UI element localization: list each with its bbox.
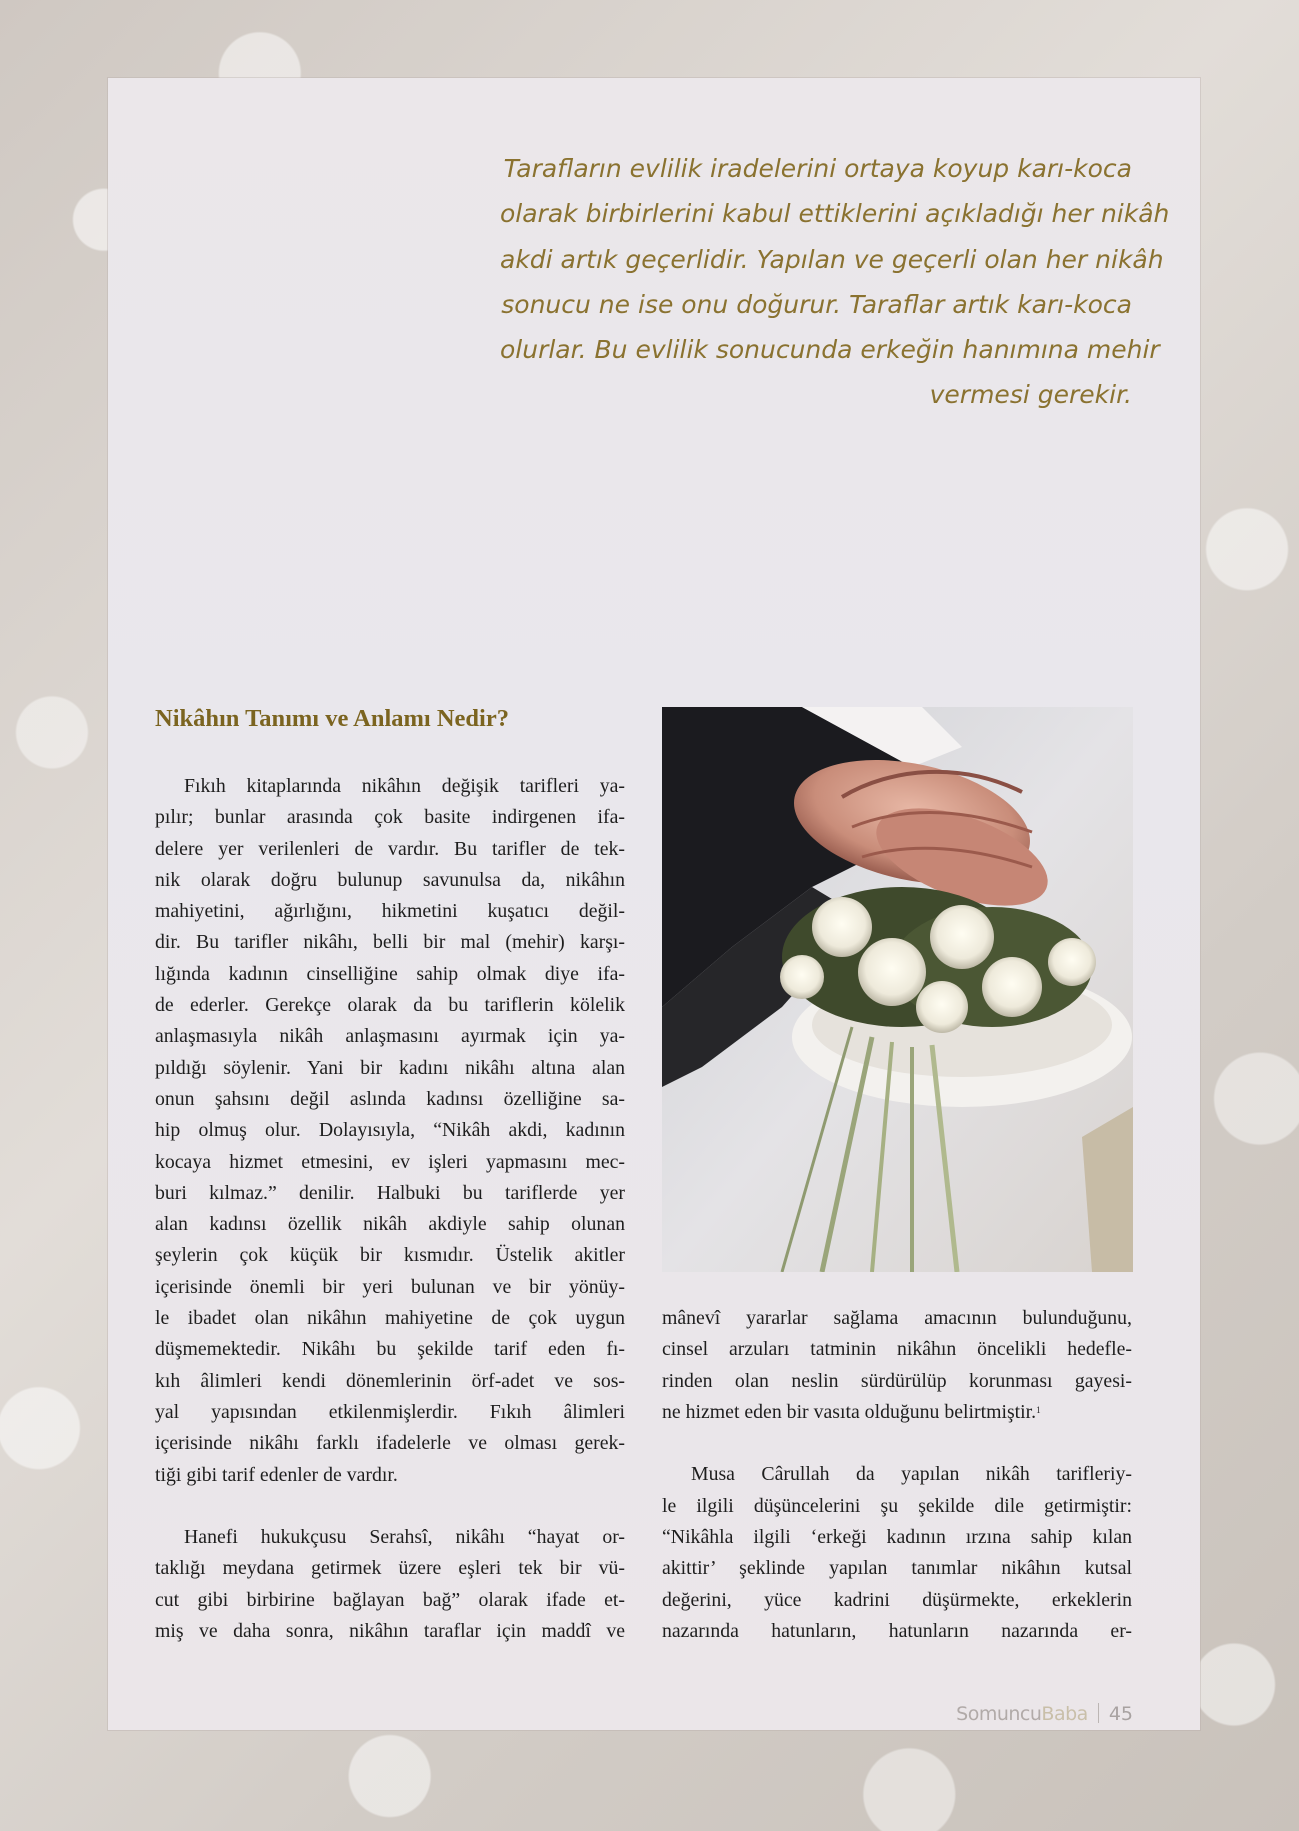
brand-name-part2: Baba bbox=[1041, 1703, 1088, 1725]
quote-line: Tarafların evlilik iradelerini ortaya koyup karı-koca bbox=[503, 154, 1132, 183]
text-line: cut gibi birbirine bağlayan bağ” olarak ifade et- bbox=[155, 1588, 625, 1611]
left-column bbox=[155, 771, 625, 1647]
text-line-content: ne hizmet eden bir vasıta olduğunu belirtmiştir. bbox=[662, 1400, 1037, 1423]
photo-illustration bbox=[662, 707, 1133, 1272]
text-line: Hanefi hukukçusu Serahsî, nikâhı “hayat or- bbox=[184, 1526, 625, 1549]
text-line: anlaşmasıyla nikâh anlaşmasını ayırmak için ya- bbox=[155, 1025, 625, 1048]
text-line: değerini, yüce kadrini düşürmekte, erkeklerin bbox=[662, 1588, 1132, 1611]
text-line: de ederler. Gerekçe olarak da bu tariflerin kölelik bbox=[155, 994, 625, 1017]
text-line: şeylerin çok küçük bir kısmıdır. Üstelik akitler bbox=[155, 1244, 625, 1267]
text-line: Fıkıh kitaplarında nikâhın değişik tarifleri ya- bbox=[184, 775, 625, 797]
paragraph-gap bbox=[155, 1491, 625, 1522]
text-line: onun şahsını değil aslında kadınsı özelliğine sa- bbox=[155, 1087, 625, 1110]
text-line: le ilgili düşüncelerini şu şekilde dile getirmiştir: bbox=[662, 1494, 1132, 1517]
text-line: cinsel arzuları tatminin nikâhın öncelikli hedefle- bbox=[662, 1338, 1132, 1361]
text-line: içerisinde önemli bir yeri bulunan ve bir yönüy- bbox=[155, 1275, 625, 1298]
hands-bouquet-photo bbox=[662, 707, 1133, 1272]
pull-quote bbox=[500, 146, 1170, 418]
text-line: nik olarak doğru bulunup savunulsa da, nikâhın bbox=[155, 868, 625, 891]
quote-line: vermesi gerekir. bbox=[929, 380, 1132, 410]
text-line: buri kılmaz.” denilir. Halbuki bu tariflerde yer bbox=[155, 1181, 625, 1204]
text-line: düşmemektedir. Nikâhı bu şekilde tarif eden fı- bbox=[155, 1338, 625, 1361]
text-line: pıldığı söylenir. Yani bir kadını nikâhı altına alan bbox=[155, 1056, 625, 1079]
quote-line: sonucu ne ise onu doğurur. Taraflar artık karı-koca bbox=[501, 289, 1132, 319]
text-line: tiği gibi tarif edenler de vardır. bbox=[155, 1463, 398, 1486]
text-line: mânevî yararlar sağlama amacının bulunduğunu, bbox=[662, 1307, 1132, 1329]
text-line: nazarında hatunların, hatunların nazarında er- bbox=[662, 1619, 1132, 1642]
text-line: dir. Bu tarifler nikâhı, belli bir mal (mehir) karşı- bbox=[155, 931, 625, 954]
page-footer bbox=[956, 1703, 1133, 1725]
text-line: delere yer verilenleri de vardır. Bu tarifler de tek- bbox=[155, 837, 625, 860]
text-line: mahiyetini, ağırlığını, hikmetini kuşatıcı değil- bbox=[155, 900, 625, 923]
text-line: taklığı meydana getirmek üzere eşleri tek bir vü- bbox=[155, 1557, 625, 1580]
text-line: lığında kadının cinselliğine sahip olmak diye ifa- bbox=[155, 962, 625, 985]
text-line: miş ve daha sonra, nikâhın taraflar için maddî ve bbox=[155, 1620, 625, 1643]
quote-line: olarak birbirlerini kabul ettiklerini açıkladığı her nikâh bbox=[500, 199, 1170, 229]
text-line: pılır; bunlar arasında çok basite indirgenen ifa- bbox=[155, 806, 625, 829]
text-line: hip olmuş olur. Dolayısıyla, “Nikâh akdi, kadının bbox=[155, 1119, 625, 1142]
quote-line: olurlar. Bu evlilik sonucunda erkeğin hanımına mehir bbox=[500, 335, 1160, 365]
text-line: yal yapısından etkilenmişlerdir. Fıkıh âlimleri bbox=[155, 1400, 625, 1423]
text-line: le ibadet olan nikâhın mahiyetine de çok uygun bbox=[155, 1307, 625, 1330]
text-line: kocaya hizmet etmesini, ev işleri yapmasını mec- bbox=[155, 1150, 625, 1173]
text-line: içerisinde nikâhı farklı ifadelerle ve olması gerek- bbox=[155, 1432, 625, 1455]
footnote-ref[interactable]: 1 bbox=[1036, 1404, 1041, 1415]
right-column bbox=[662, 1303, 1132, 1647]
text-line: akittir’ şeklinde yapılan tanımlar nikâhın kutsal bbox=[662, 1557, 1132, 1580]
footer-divider bbox=[1098, 1703, 1099, 1723]
brand-name-part1: Somuncu bbox=[956, 1703, 1042, 1725]
text-line bbox=[662, 1397, 1132, 1428]
page-number: 45 bbox=[1108, 1703, 1133, 1725]
section-heading: Nikâhın Tanımı ve Anlamı Nedir? bbox=[155, 705, 509, 732]
text-line: rinden olan neslin sürdürülüp korunması gayesi- bbox=[662, 1369, 1132, 1392]
text-line: alan kadınsı özellik nikâh akdiyle sahip olunan bbox=[155, 1213, 625, 1236]
paragraph-gap bbox=[662, 1428, 1132, 1459]
text-line: Musa Cârullah da yapılan nikâh tarifleriy- bbox=[691, 1463, 1132, 1486]
text-line: kıh âlimleri kendi dönemlerinin örf-adet ve sos- bbox=[155, 1369, 625, 1392]
text-line: “Nikâhla ilgili ‘erkeği kadının ırzına sahip kılan bbox=[662, 1526, 1132, 1549]
quote-line: akdi artık geçerlidir. Yapılan ve geçerli olan her nikâh bbox=[500, 244, 1164, 274]
